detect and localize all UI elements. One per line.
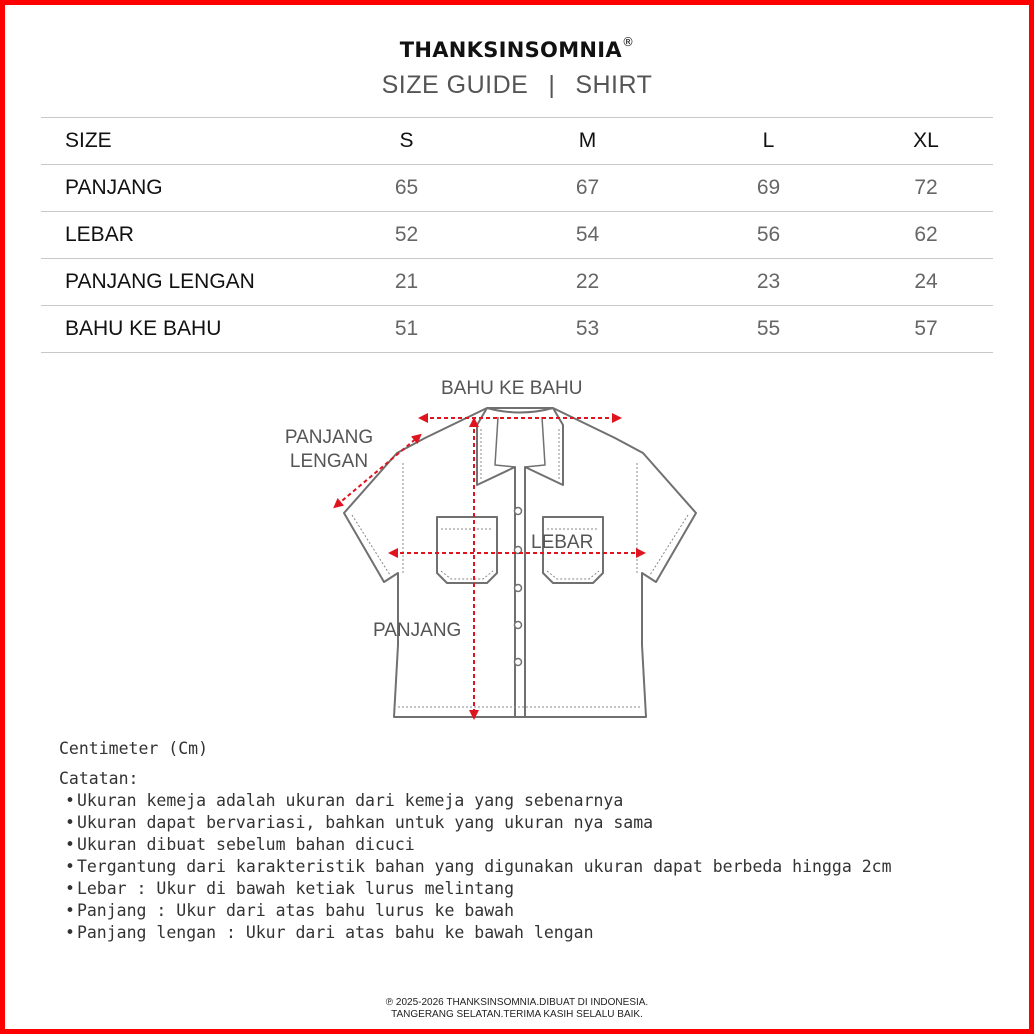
cell-value: 56	[678, 212, 859, 259]
brand-name: THANKSINSOMNIA	[399, 38, 622, 62]
subtitle-shirt: SHIRT	[575, 71, 653, 99]
footer	[5, 997, 1029, 1021]
label-sleeve-line1: PANJANG	[284, 427, 374, 448]
row-label: PANJANG LENGAN	[41, 259, 316, 306]
shirt-button	[515, 622, 522, 629]
cell-value: 54	[497, 212, 678, 259]
label-sleeve	[277, 426, 381, 474]
label-shoulder: BAHU KE BAHU	[441, 378, 583, 399]
label-sleeve-line2: LENGAN	[289, 451, 369, 472]
notes-title: Catatan:	[59, 769, 139, 788]
row-label: PANJANG	[41, 165, 316, 212]
list-item: • Tergantung dari karakteristik bahan yang digunakan ukuran dapat berbeda hingga 2cm	[65, 856, 892, 878]
list-item: • Ukuran dibuat sebelum bahan dicuci	[65, 834, 892, 856]
shirt-button	[515, 508, 522, 515]
cell-value: 65	[316, 165, 497, 212]
header-s: S	[316, 118, 497, 165]
list-item: • Lebar : Ukur di bawah ketiak lurus melintang	[65, 878, 892, 900]
cell-value: 69	[678, 165, 859, 212]
cell-value: 21	[316, 259, 497, 306]
registered-mark: ®	[621, 35, 635, 49]
footer-line1: ℗ 2025-2026 THANKSINSOMNIA.DIBUAT DI INDONESIA.	[385, 997, 649, 1008]
header-l: L	[678, 118, 859, 165]
unit-note: Centimeter (Cm)	[59, 739, 209, 758]
footer-line2: TANGERANG SELATAN.TERIMA KASIH SELALU BAIK.	[391, 1009, 643, 1020]
cell-value: 24	[859, 259, 993, 306]
header-m: M	[497, 118, 678, 165]
cell-value: 53	[497, 306, 678, 353]
cell-value: 51	[316, 306, 497, 353]
cell-value: 57	[859, 306, 993, 353]
list-item: • Ukuran kemeja adalah ukuran dari kemeja yang sebenarnya	[65, 790, 892, 812]
label-width: LEBAR	[531, 532, 594, 553]
list-item: • Panjang : Ukur dari atas bahu lurus ke bawah	[65, 900, 892, 922]
cell-value: 55	[678, 306, 859, 353]
header-xl: XL	[859, 118, 993, 165]
row-label: LEBAR	[41, 212, 316, 259]
row-label: BAHU KE BAHU	[41, 306, 316, 353]
shirt-button	[515, 585, 522, 592]
notes-list	[59, 790, 892, 944]
header-size: SIZE	[41, 118, 316, 165]
label-length: PANJANG	[373, 620, 462, 641]
shirt-button	[515, 659, 522, 666]
list-item: • Panjang lengan : Ukur dari atas bahu ke bawah lengan	[65, 922, 892, 944]
cell-value: 52	[316, 212, 497, 259]
subtitle-separator: |	[548, 71, 556, 99]
notes-section	[59, 738, 892, 944]
subtitle-size-guide: SIZE GUIDE	[381, 71, 529, 99]
cell-value: 72	[859, 165, 993, 212]
cell-value: 62	[859, 212, 993, 259]
cell-value: 67	[497, 165, 678, 212]
list-item: • Ukuran dapat bervariasi, bahkan untuk yang ukuran nya sama	[65, 812, 892, 834]
cell-value: 22	[497, 259, 678, 306]
cell-value: 23	[678, 259, 859, 306]
